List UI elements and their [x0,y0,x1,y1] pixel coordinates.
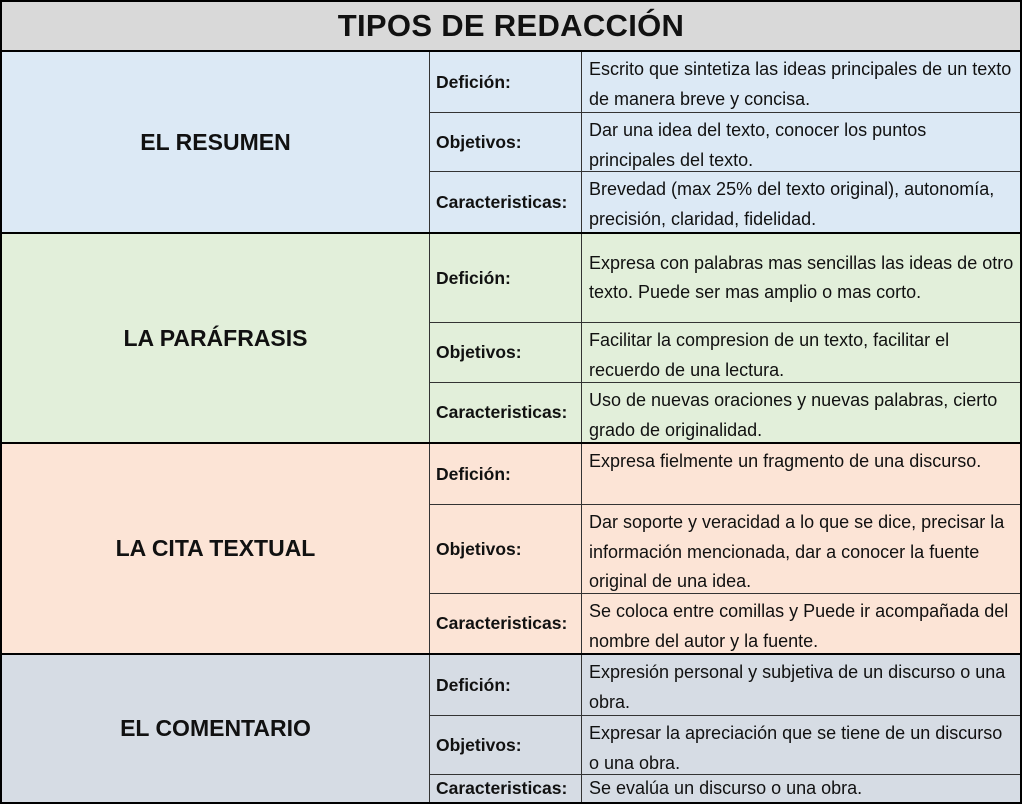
row-objetivos [430,716,1020,775]
row-objetivos [430,505,1020,594]
row-label: Objetivos: [430,113,582,171]
row-definicion [430,444,1020,505]
section-resumen [2,52,1020,234]
section-name: LA CITA TEXTUAL [2,444,430,653]
row-caracteristicas [430,775,1020,802]
row-text: Expresión personal y subjetiva de un discurso o una obra. [589,662,1006,712]
section-comentario [2,655,1020,802]
row-objetivos [430,113,1020,172]
row-label: Defición: [430,655,582,715]
row-text: Escrito que sintetiza las ideas principales de un texto de manera breve y concisa. [589,59,1012,109]
row-text: Expresa con palabras mas sencillas las ideas de otro texto. Puede ser mas amplio o mas corto. [589,252,1014,302]
row-text: Dar soporte y veracidad a lo que se dice, precisar la información mencionada, dar a conocer la fuente original de una idea. [589,512,1005,591]
row-label: Caracteristicas: [430,594,582,653]
row-label: Caracteristicas: [430,775,582,802]
row-objetivos [430,323,1020,383]
row-label: Objetivos: [430,716,582,774]
row-label: Defición: [430,52,582,112]
row-text: Dar una idea del texto, conocer los puntos principales del texto. [589,120,927,170]
row-caracteristicas [430,172,1020,232]
row-text: Expresar la apreciación que se tiene de un discurso o una obra. [589,723,1003,773]
row-label: Caracteristicas: [430,172,582,232]
section-name: LA PARÁFRASIS [2,234,430,442]
row-text: Facilitar la compresion de un texto, facilitar el recuerdo de una lectura. [589,330,950,380]
row-label: Caracteristicas: [430,383,582,442]
row-label: Objetivos: [430,505,582,593]
section-name: EL COMENTARIO [2,655,430,802]
row-label: Defición: [430,444,582,504]
row-text: Brevedad (max 25% del texto original), autonomía, precisión, claridad, fidelidad. [589,179,995,229]
section-parafrasis [2,234,1020,444]
row-label: Defición: [430,234,582,322]
section-name: EL RESUMEN [2,52,430,232]
row-text: Uso de nuevas oraciones y nuevas palabras, cierto grado de originalidad. [589,390,998,440]
row-caracteristicas [430,594,1020,653]
table-title: TIPOS DE REDACCIÓN [2,2,1020,52]
row-definicion [430,655,1020,716]
section-cita-textual [2,444,1020,655]
row-text: Expresa fielmente un fragmento de una discurso. [589,451,982,471]
row-definicion [430,52,1020,113]
row-caracteristicas [430,383,1020,442]
row-definicion [430,234,1020,323]
row-label: Objetivos: [430,323,582,382]
row-text: Se coloca entre comillas y Puede ir acompañada del nombre del autor y la fuente. [589,601,1009,651]
row-text: Se evalúa un discurso o una obra. [589,777,863,798]
